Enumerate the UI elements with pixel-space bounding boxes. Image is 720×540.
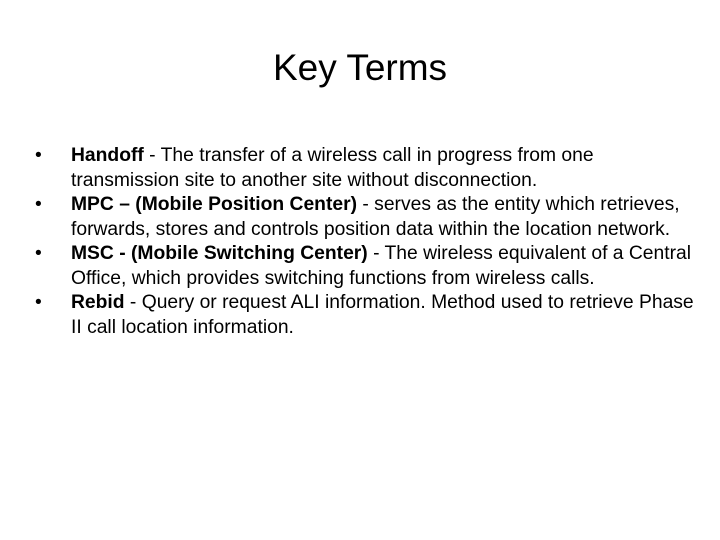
term-definition: serves as the entity which retrieves, forwards, stores and controls position data within the location network. <box>71 194 680 240</box>
term-definition: The transfer of a wireless call in progress from one transmission site to another site without disconnection. <box>71 145 594 191</box>
bullet-icon: • <box>35 194 42 215</box>
term-name: MPC – (Mobile Position Center) <box>71 194 358 215</box>
term-item-mpc <box>35 193 695 242</box>
term-definition: Query or request ALI information. Method used to retrieve Phase II call location information. <box>71 292 694 338</box>
term-separator: - <box>367 243 385 264</box>
key-terms-list <box>35 144 695 340</box>
term-item-msc <box>35 242 695 291</box>
bullet-icon: • <box>35 243 42 264</box>
bullet-icon: • <box>35 292 42 313</box>
term-definition: The wireless equivalent of a Central Office, which provides switching functions from wireless calls. <box>71 243 692 289</box>
term-name: Handoff <box>71 145 144 166</box>
term-name: MSC - (Mobile Switching Center) <box>71 243 368 264</box>
term-item-rebid <box>35 291 695 340</box>
bullet-icon: • <box>35 145 42 166</box>
term-item-handoff <box>35 144 695 193</box>
term-name: Rebid <box>71 292 125 313</box>
term-separator: - <box>124 292 142 313</box>
term-separator: - <box>357 194 375 215</box>
term-separator: - <box>143 145 161 166</box>
slide-title: Key Terms <box>272 47 448 88</box>
